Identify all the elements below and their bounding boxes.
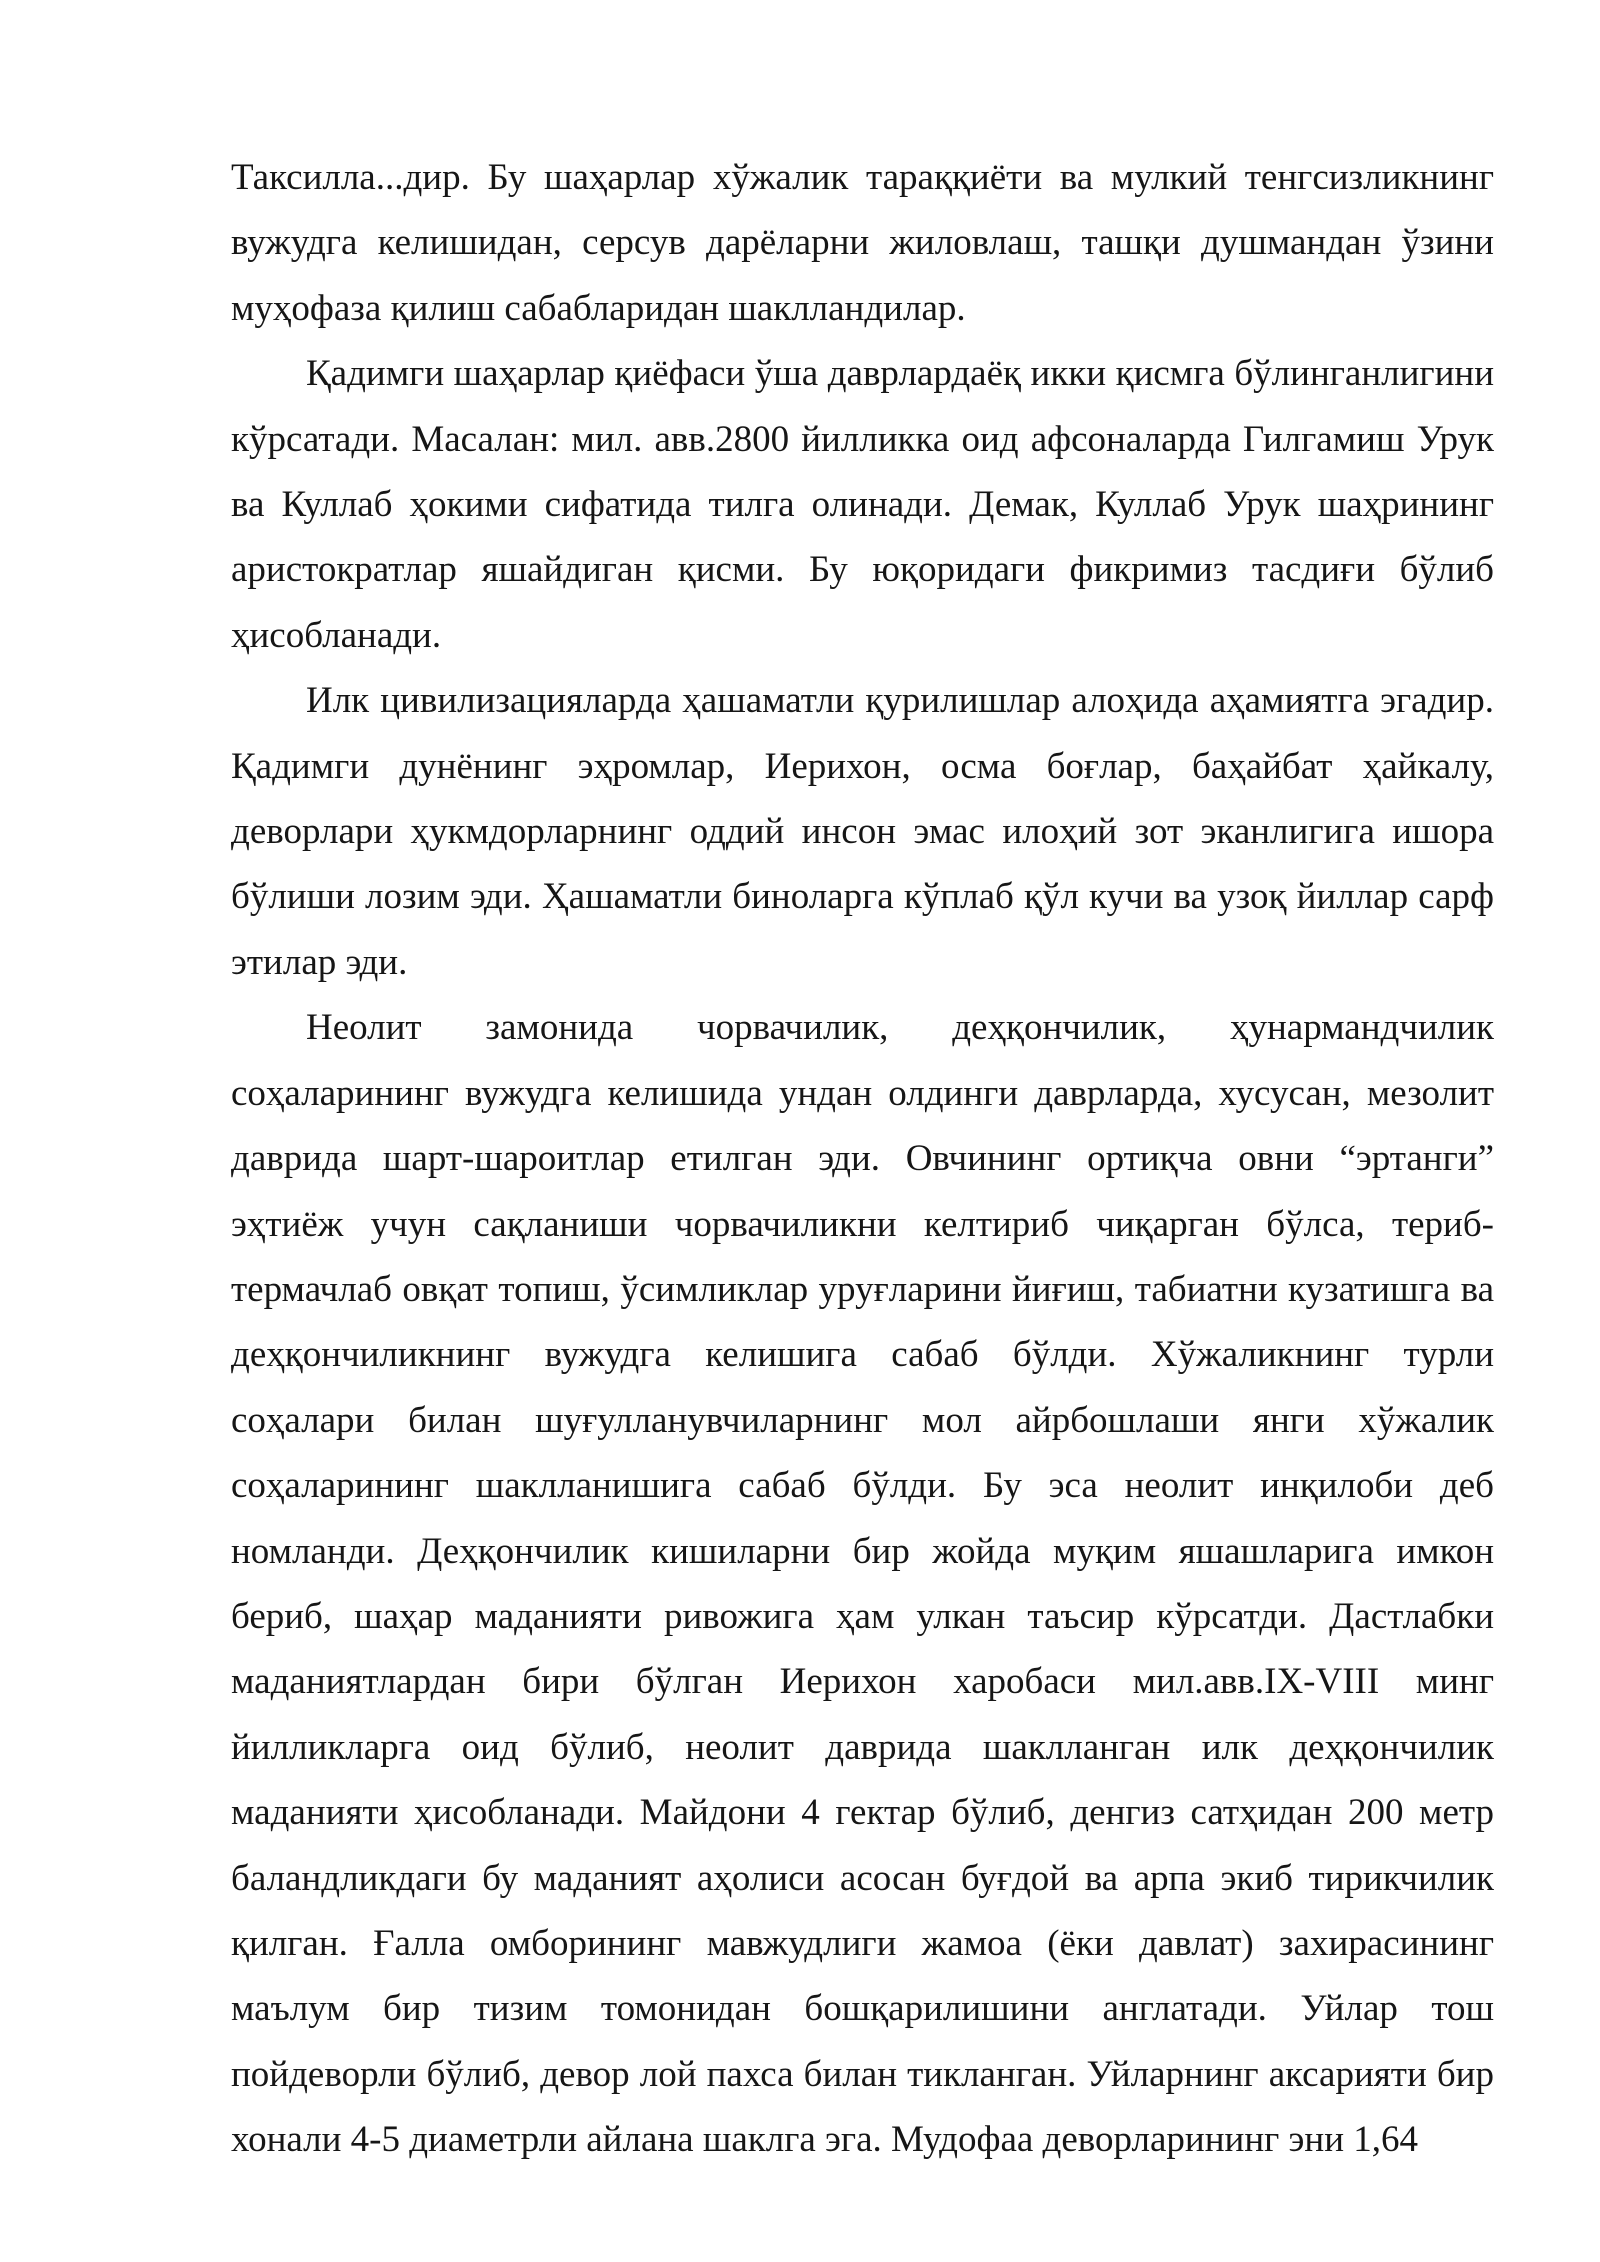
- paragraph-1: Таксилла...дир. Бу шаҳарлар хўжалик тараққиёти ва мулкий тенгсизликнинг вужудга келишидан, серсув дарёларни жиловлаш, ташқи душмандан ўзини муҳофаза қилиш сабабларидан шаклландилар.: [231, 157, 1494, 329]
- paragraph-4: Неолит замонида чорвачилик, деҳқончилик, ҳунармандчилик соҳаларининг вужудга келишида ундан олдинги даврларда, хусусан, мезолит даврида шарт-шароитлар етилган эди. Овчининг ортиқча овни “эртанги” эҳтиёж учун сақланиши чорвачиликни келтириб чиқарган бўлса, териб-термачлаб овқат топиш, ўсимликлар уруғларини йиғиш, табиатни кузатишга ва деҳқончиликнинг вужудга келишига сабаб бўлди. Хўжаликнинг турли соҳалари билан шуғулланувчиларнинг мол айрбошлаши янги хўжалик соҳаларининг шаклланишига сабаб бўлди. Бу эса неолит инқилоби деб номланди. Деҳқончилик кишиларни бир жойда муқим яшашларига имкон бериб, шаҳар маданияти ривожига ҳам улкан таъсир кўрсатди. Дастлабки маданиятлардан бири бўлган Иерихон харобаси мил.авв.IX-VIII минг йилликларга оид бўлиб, неолит даврида шаклланган илк деҳқончилик маданияти ҳисобланади. Майдони 4 гектар бўлиб, денгиз сатҳидан 200 метр баландликдаги бу маданият аҳолиси асосан буғдой ва арпа экиб тирикчилик қилган. Ғалла омборининг мавжудлиги жамоа (ёки давлат) захирасининг маълум бир тизим томонидан бошқарилишини англатади. Уйлар тош пойдеворли бўлиб, девор лой пахса билан тикланган. Уйларнинг аксарияти бир хонали 4-5 диаметрли айлана шаклга эга. Мудофаа деворларининг эни 1,64: [231, 1007, 1494, 2161]
- paragraph-2: Қадимги шаҳарлар қиёфаси ўша даврлардаёқ икки қисмга бўлинганлигини кўрсатади. Масалан: мил. авв.2800 йилликка оид афсоналарда Гилгамиш Урук ва Куллаб ҳокими сифатида тилга олинади. Демак, Куллаб Урук шаҳрининг аристократлар яшайдиган қисми. Бу юқоридаги фикримиз тасдиғи бўлиб ҳисобланади.: [231, 353, 1494, 656]
- paragraph-3: Илк цивилизацияларда ҳашаматли қурилишлар алоҳида аҳамиятга эгадир. Қадимги дунёнинг эҳромлар, Иерихон, осма боғлар, баҳайбат ҳайкалу, деворлари ҳукмдорларнинг оддий инсон эмас илоҳий зот эканлигига ишора бўлиши лозим эди. Ҳашаматли биноларга кўплаб қўл кучи ва узоқ йиллар сарф этилар эди.: [231, 680, 1494, 983]
- document-page: [231, 145, 1494, 2173]
